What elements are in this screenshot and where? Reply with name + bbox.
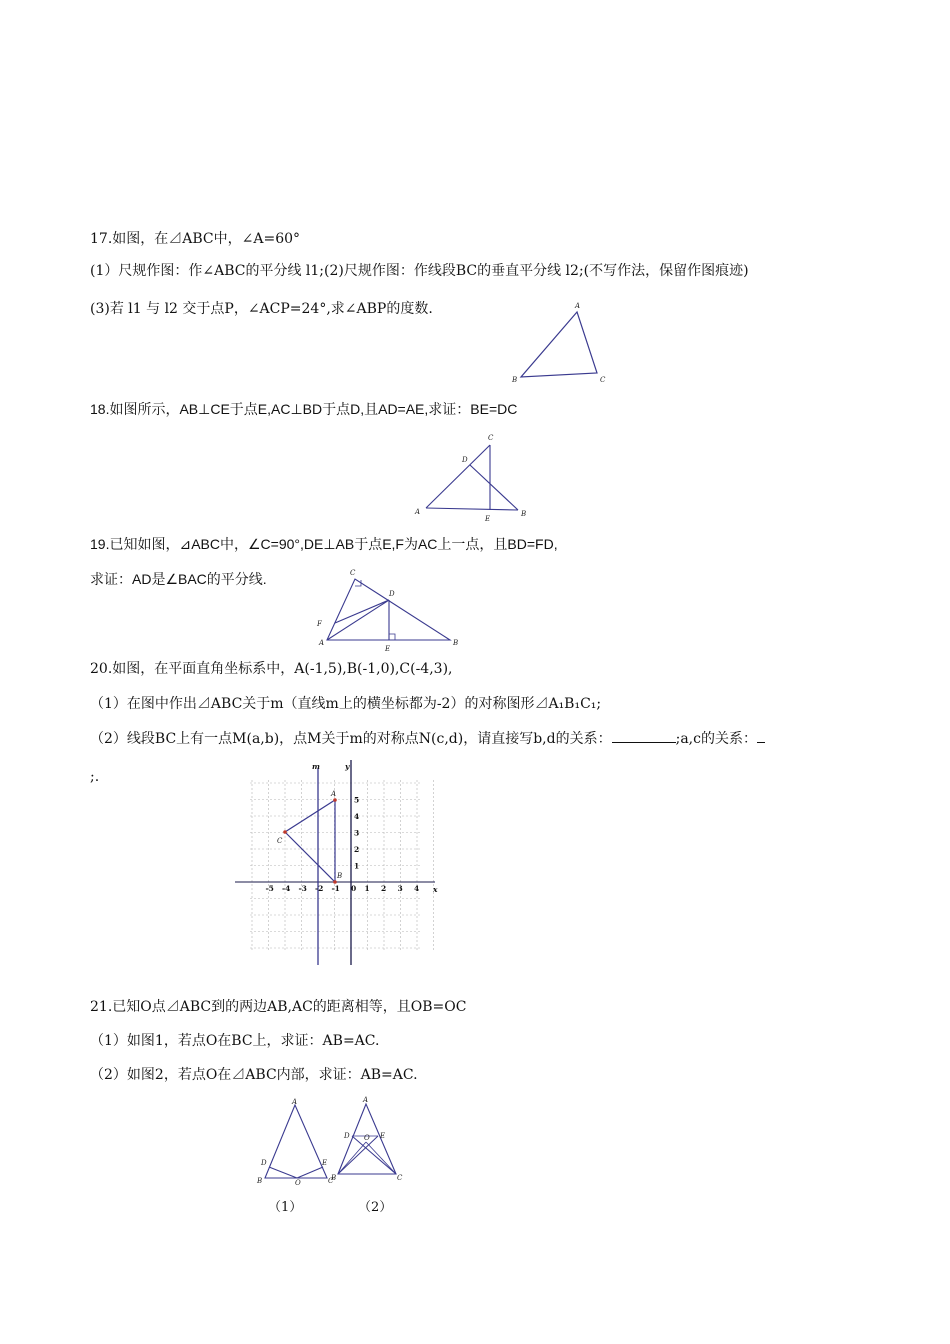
q17-triangle-figure	[505, 300, 615, 390]
triangle-abc	[521, 312, 597, 377]
y-tick-label: 4	[354, 812, 360, 821]
label-c: C	[600, 376, 606, 384]
x-tick-label: 0	[351, 884, 357, 893]
point-c	[283, 830, 287, 834]
x-tick-label: 1	[364, 884, 370, 893]
label-o: O	[364, 1134, 370, 1142]
q19-figure	[305, 565, 470, 655]
q21-title: 21.已知O点⊿ABC到的两边AB,AC的距离相等，且OB=OC	[90, 999, 467, 1015]
label-f: F	[317, 620, 322, 628]
label-b: B	[257, 1177, 263, 1185]
q20-part2-a: （2）线段BC上有一点M(a,b)，点M关于m的对称点N(c,d)，请直接写b,d的关系：	[90, 731, 612, 747]
label-a: A	[331, 790, 337, 798]
label-c: C	[488, 434, 494, 442]
label-d: D	[389, 590, 395, 598]
x-tick-label: -4	[282, 884, 291, 893]
caption-figure-2: （2）	[358, 1200, 393, 1215]
m-label: m	[312, 762, 320, 771]
label-a: A	[319, 639, 325, 647]
answer-blank-bd[interactable]	[612, 730, 676, 743]
x-tick-label: -2	[315, 884, 324, 893]
x-tick-label: 4	[414, 884, 420, 893]
q19-prove: 求证：AD是∠BAC的平分线.	[90, 571, 267, 587]
y-tick-label: 1	[354, 861, 360, 871]
point-a	[333, 798, 337, 802]
q20-coordinate-figure	[235, 760, 445, 970]
caption-figure-1: （1）	[268, 1200, 303, 1215]
q19-title: 19.已知如图，⊿ABC中，∠C=90°,DE⊥AB于点E,F为AC上一点，且BD=FD,	[90, 536, 558, 552]
label-c: C	[397, 1174, 403, 1182]
q21-figure-1	[255, 1100, 335, 1185]
label-c: C	[328, 1177, 334, 1185]
label-d: D	[462, 456, 468, 464]
label-a: A	[292, 1098, 298, 1106]
label-b: B	[453, 639, 459, 647]
triangle-abc	[285, 800, 335, 882]
x-tick-label: -1	[331, 884, 340, 893]
x-axis-label: x	[433, 885, 438, 894]
label-c: C	[277, 837, 283, 845]
q18-title: 18.如图所示，AB⊥CE于点E,AC⊥BD于点D,且AD=AE,求证：BE=DC	[90, 401, 518, 417]
x-tick-label: -3	[298, 884, 307, 893]
answer-blank-ac[interactable]	[757, 730, 765, 743]
x-tick-label: 2	[381, 884, 387, 893]
label-e: E	[385, 645, 391, 653]
q17-part3: (3)若 l1 与 l2 交于点P，∠ACP=24°,求∠ABP的度数.	[90, 301, 433, 317]
label-d: D	[261, 1159, 267, 1167]
x-tick-label: 3	[397, 884, 403, 893]
q20-part2-b: ;a,c的关系：	[675, 731, 757, 747]
label-b: B	[337, 872, 343, 880]
label-o: O	[295, 1179, 301, 1187]
q20-part2	[90, 730, 765, 748]
label-b: B	[331, 1174, 337, 1182]
y-axis-label: y	[345, 762, 350, 771]
label-a: A	[415, 508, 421, 516]
label-a: A	[575, 302, 581, 310]
label-c: C	[350, 569, 356, 577]
label-b: B	[512, 376, 518, 384]
q18-figure	[410, 430, 535, 525]
y-tick-label: 2	[354, 845, 360, 854]
label-a: A	[363, 1096, 369, 1104]
q20-part1: （1）在图中作出⊿ABC关于m（直线m上的横坐标都为-2）的对称图形⊿A₁B₁C₁;	[90, 696, 602, 712]
q17-title: 17.如图，在⊿ABC中，∠A=60°	[90, 231, 301, 247]
y-tick-label: 5	[354, 795, 360, 805]
q21-figure-2	[330, 1096, 410, 1186]
q20-title: 20.如图，在平面直角坐标系中，A(-1,5),B(-1,0),C(-4,3),	[90, 661, 453, 677]
y-tick-label: 3	[354, 828, 360, 838]
label-d: D	[344, 1132, 350, 1140]
q21-part2: （2）如图2，若点O在⊿ABC内部，求证：AB=AC.	[90, 1067, 418, 1083]
q20-end: ;.	[90, 769, 100, 785]
label-e: E	[485, 515, 491, 523]
label-e: E	[380, 1132, 386, 1140]
label-e: E	[322, 1159, 328, 1167]
label-b: B	[521, 510, 527, 518]
q21-part1: （1）如图1，若点O在BC上，求证：AB=AC.	[90, 1033, 380, 1049]
q17-part1-2: (1）尺规作图：作∠ABC的平分线 l1;(2)尺规作图：作线段BC的垂直平分线 l2;(不写作法，保留作图痕迹)	[90, 263, 749, 279]
x-tick-label: -5	[265, 884, 274, 893]
